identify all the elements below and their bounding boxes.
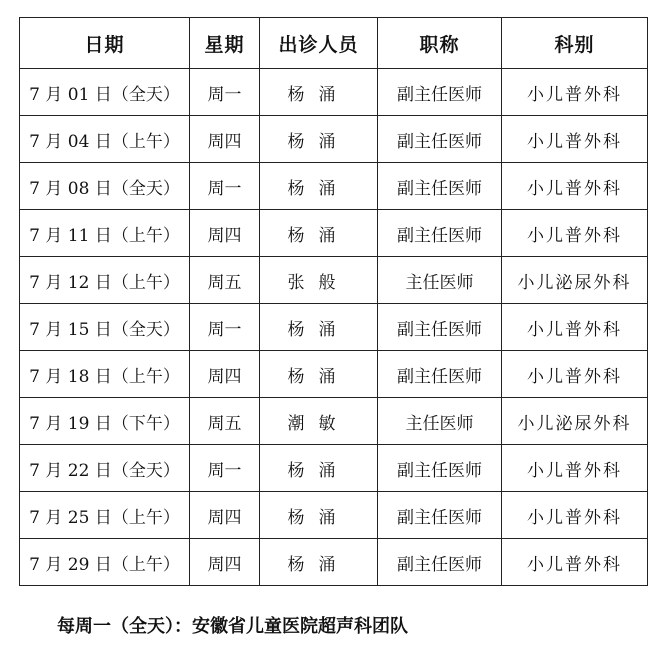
table-row: [20, 351, 648, 398]
dept-cell: 小儿普外科: [502, 539, 648, 586]
date-cell: 7 月 11 日（上午）: [20, 210, 190, 257]
date-cell: 7 月 12 日（上午）: [20, 257, 190, 304]
title-cell: 副主任医师: [378, 351, 502, 398]
title-cell: 主任医师: [378, 257, 502, 304]
weekday-cell: 周一: [190, 163, 260, 210]
schedule-table: [19, 17, 648, 586]
weekday-cell: 周四: [190, 492, 260, 539]
weekday-cell: 周五: [190, 398, 260, 445]
dept-cell: 小儿泌尿外科: [502, 257, 648, 304]
table-row: [20, 257, 648, 304]
dept-cell: 小儿普外科: [502, 163, 648, 210]
doctor-cell: 杨涌: [260, 492, 378, 539]
dept-cell: 小儿普外科: [502, 304, 648, 351]
header-date: 日期: [20, 18, 190, 69]
table-row: [20, 492, 648, 539]
weekday-cell: 周一: [190, 69, 260, 116]
doctor-cell: 杨涌: [260, 210, 378, 257]
doctor-cell: 杨涌: [260, 445, 378, 492]
title-cell: 副主任医师: [378, 69, 502, 116]
dept-cell: 小儿普外科: [502, 445, 648, 492]
table-row: [20, 398, 648, 445]
weekday-cell: 周四: [190, 210, 260, 257]
dept-cell: 小儿普外科: [502, 69, 648, 116]
title-cell: 副主任医师: [378, 492, 502, 539]
table-row: [20, 69, 648, 116]
date-cell: 7 月 18 日（上午）: [20, 351, 190, 398]
weekday-cell: 周一: [190, 304, 260, 351]
table-row: [20, 445, 648, 492]
title-cell: 副主任医师: [378, 163, 502, 210]
header-title: 职称: [378, 18, 502, 69]
title-cell: 副主任医师: [378, 445, 502, 492]
dept-cell: 小儿普外科: [502, 116, 648, 163]
dept-cell: 小儿普外科: [502, 210, 648, 257]
table-row: [20, 210, 648, 257]
table-row: [20, 539, 648, 586]
title-cell: 副主任医师: [378, 210, 502, 257]
weekday-cell: 周一: [190, 445, 260, 492]
dept-cell: 小儿普外科: [502, 492, 648, 539]
date-cell: 7 月 22 日（全天）: [20, 445, 190, 492]
table-row: [20, 163, 648, 210]
table-row: [20, 304, 648, 351]
dept-cell: 小儿普外科: [502, 351, 648, 398]
doctor-cell: 杨涌: [260, 351, 378, 398]
doctor-cell: 杨涌: [260, 539, 378, 586]
title-cell: 副主任医师: [378, 539, 502, 586]
date-cell: 7 月 04 日（上午）: [20, 116, 190, 163]
date-cell: 7 月 19 日（下午）: [20, 398, 190, 445]
doctor-cell: 杨涌: [260, 163, 378, 210]
title-cell: 主任医师: [378, 398, 502, 445]
title-cell: 副主任医师: [378, 116, 502, 163]
header-weekday: 星期: [190, 18, 260, 69]
doctor-cell: 张般: [260, 257, 378, 304]
header-dept: 科别: [502, 18, 648, 69]
title-cell: 副主任医师: [378, 304, 502, 351]
doctor-cell: 潮敏: [260, 398, 378, 445]
weekday-cell: 周五: [190, 257, 260, 304]
date-cell: 7 月 25 日（上午）: [20, 492, 190, 539]
weekday-cell: 周四: [190, 539, 260, 586]
date-cell: 7 月 01 日（全天）: [20, 69, 190, 116]
weekday-cell: 周四: [190, 351, 260, 398]
dept-cell: 小儿泌尿外科: [502, 398, 648, 445]
date-cell: 7 月 08 日（全天）: [20, 163, 190, 210]
doctor-cell: 杨涌: [260, 69, 378, 116]
weekday-cell: 周四: [190, 116, 260, 163]
doctor-cell: 杨涌: [260, 304, 378, 351]
header-doctor: 出诊人员: [260, 18, 378, 69]
table-row: [20, 116, 648, 163]
header-row: [20, 18, 648, 69]
date-cell: 7 月 29 日（上午）: [20, 539, 190, 586]
doctor-cell: 杨涌: [260, 116, 378, 163]
footnote: 每周一（全天）：安徽省儿童医院超声科团队: [57, 616, 408, 637]
date-cell: 7 月 15 日（全天）: [20, 304, 190, 351]
